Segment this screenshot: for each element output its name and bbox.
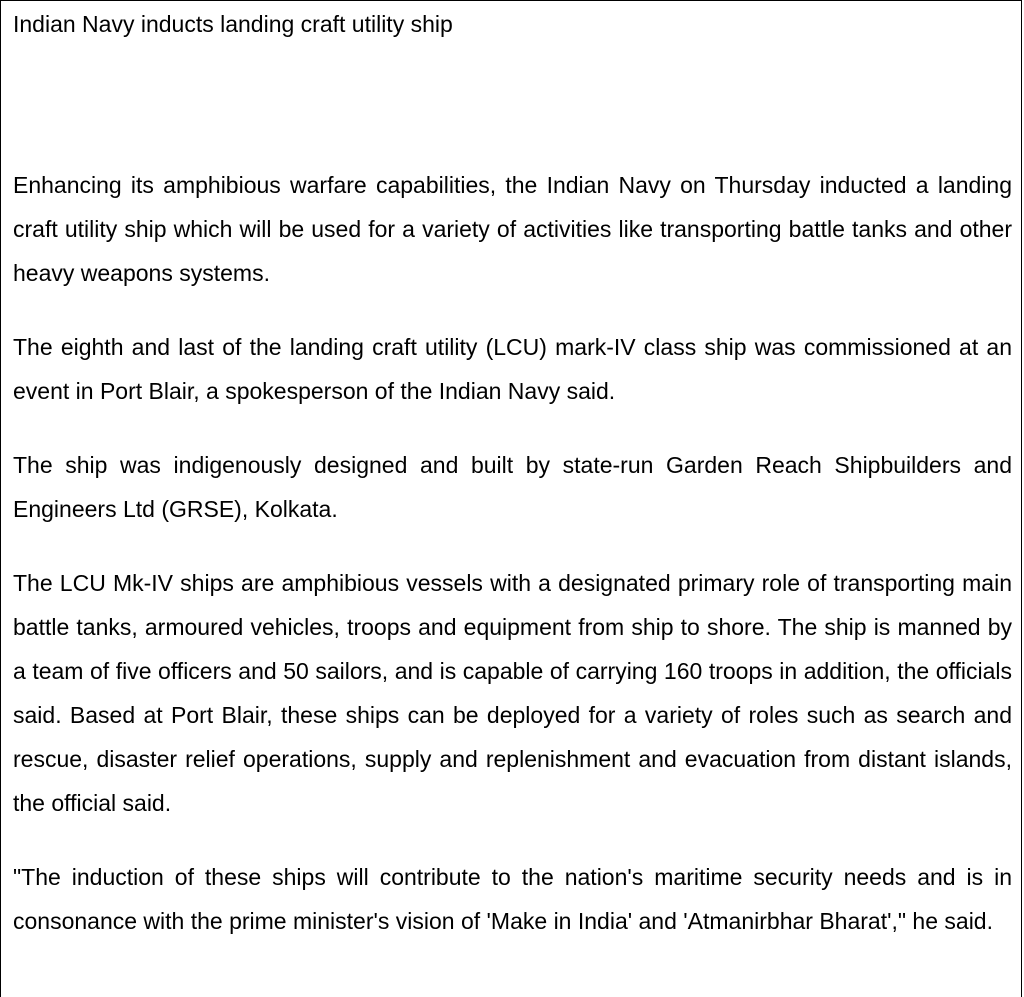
article-body: [13, 163, 1012, 973]
article-paragraph: Enhancing its amphibious warfare capabilities, the Indian Navy on Thursday inducted a landing craft utility ship which will be used for a variety of activities like transporting battle tanks and other heavy weapons systems.: [13, 172, 1012, 286]
article-paragraph: "The induction of these ships will contribute to the nation's maritime security needs and is in consonance with the prime minister's vision of 'Make in India' and 'Atmanirbhar Bharat'," he said.: [13, 864, 1012, 934]
article-paragraph: The ship was indigenously designed and built by state-run Garden Reach Shipbuilders and Engineers Ltd (GRSE), Kolkata.: [13, 452, 1012, 522]
article-headline: Indian Navy inducts landing craft utility ship: [13, 11, 453, 37]
article-paragraph: The eighth and last of the landing craft utility (LCU) mark-IV class ship was commissioned at an event in Port Blair, a spokesperson of the Indian Navy said.: [13, 334, 1012, 404]
article-paragraph: The LCU Mk-IV ships are amphibious vessels with a designated primary role of transporting main battle tanks, armoured vehicles, troops and equipment from ship to shore. The ship is manned by a team of five officers and 50 sailors, and is capable of carrying 160 troops in addition, the officials said. Based at Port Blair, these ships can be deployed for a variety of roles such as search and rescue, disaster relief operations, supply and replenishment and evacuation from distant islands, the official said.: [13, 570, 1012, 816]
